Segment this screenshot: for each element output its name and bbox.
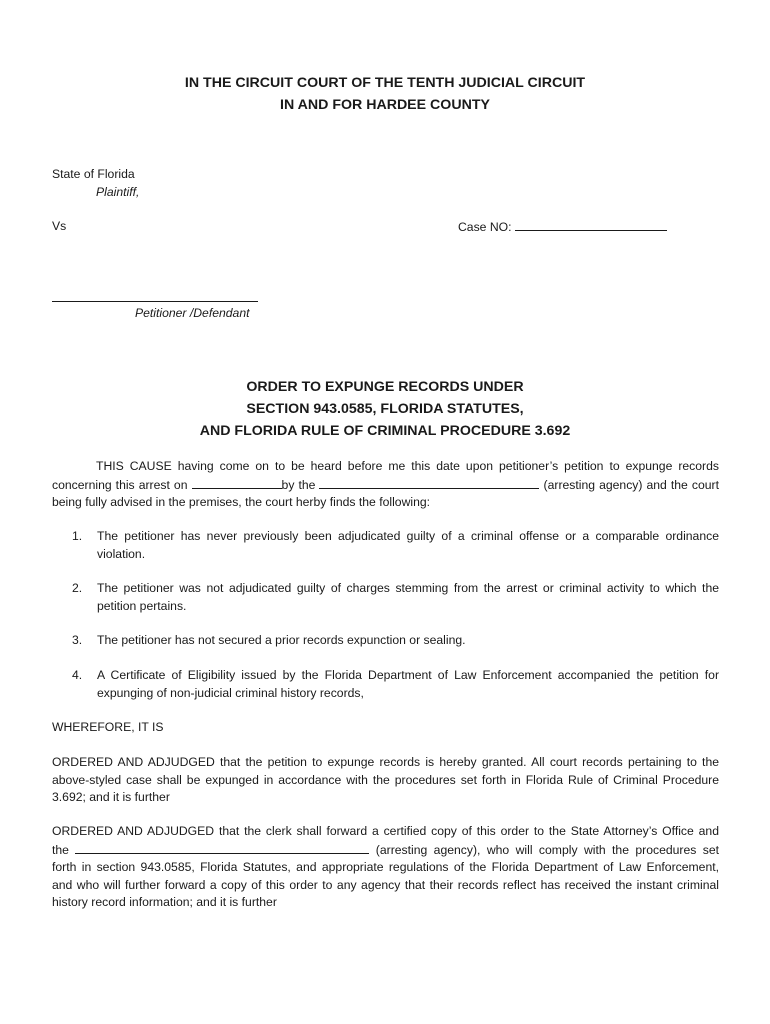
case-number xyxy=(458,218,667,237)
arresting-agency-blank-2[interactable] xyxy=(75,841,369,854)
case-number-label: Case NO: xyxy=(458,220,512,234)
intro-paragraph xyxy=(52,458,719,512)
ordered-paragraph-1 xyxy=(52,754,719,807)
ordered-paragraph-2 xyxy=(52,823,719,912)
defendant-role: Petitioner /Defendant xyxy=(135,306,250,320)
finding-text-line: The petitioner has not secured a prior records expunction or sealing. xyxy=(97,633,466,647)
order-title-line-1: ORDER TO EXPUNGE RECORDS UNDER xyxy=(246,379,524,395)
arresting-agency-blank[interactable] xyxy=(319,476,539,489)
order-title-line-2: SECTION 943.0585, FLORIDA STATUTES, xyxy=(246,401,524,417)
court-header xyxy=(0,72,770,116)
order-title xyxy=(0,376,770,442)
finding-text-line: The petitioner has never previously been adjudicated guilty of a criminal offense or a comparable ordinance xyxy=(97,529,719,543)
ordered-1-line-1: ORDERED AND ADJUDGED that the petition to expunge records is hereby granted. All court records pertaining to the xyxy=(52,755,719,769)
defendant-name-line[interactable] xyxy=(52,301,258,302)
finding-text-line: The petitioner was not adjudicated guilty of charges stemming from the arrest or criminal activity to which the xyxy=(97,581,719,595)
versus-label: Vs xyxy=(52,219,67,233)
court-header-line-1: IN THE CIRCUIT COURT OF THE TENTH JUDICIAL CIRCUIT xyxy=(184,75,586,91)
court-header-line-2: IN AND FOR HARDEE COUNTY xyxy=(280,97,490,113)
ordered-2-line-4: and who will further forward a copy of this order to any agency that their records reflect has received the instant criminal xyxy=(52,877,719,892)
intro-line-3: being fully advised in the premises, the court herby finds the following: xyxy=(52,495,431,509)
finding-text-line: petition pertains. xyxy=(97,598,187,613)
plaintiff-role: Plaintiff, xyxy=(96,185,140,199)
finding-number: 4. xyxy=(72,668,83,682)
ordered-2-line-2: the (arresting agency), who will comply with the procedures set xyxy=(52,842,720,857)
case-number-blank[interactable] xyxy=(515,218,667,231)
finding-text-line: A Certificate of Eligibility issued by the Florida Department of Law Enforcement accompanied the petition for xyxy=(97,668,719,682)
finding-text-line: expunging of non-judicial criminal history records, xyxy=(97,685,364,700)
finding-number: 3. xyxy=(72,633,83,647)
finding-number: 1. xyxy=(72,529,83,543)
wherefore-clause: WHEREFORE, IT IS xyxy=(52,720,164,734)
ordered-2-line-3: forth in section 943.0585, Florida Statutes, and appropriate regulations of the Florida Department of Law Enforcement, xyxy=(52,860,719,874)
ordered-2-line-1: ORDERED AND ADJUDGED that the clerk shall forward a certified copy of this order to the State Attorney’s Office and xyxy=(52,824,719,838)
finding-number: 2. xyxy=(72,581,83,595)
ordered-1-line-3: 3.692; and it is further xyxy=(52,790,170,804)
intro-line-1: THIS CAUSE having come on to be heard before me this date upon petitioner’s petition to expunge records xyxy=(96,459,719,473)
plaintiff-name: State of Florida xyxy=(52,167,135,181)
ordered-1-line-2: above-styled case shall be expunged in accordance with the procedures set forth in Florida Rule of Criminal Procedure xyxy=(52,772,719,787)
order-title-line-3: AND FLORIDA RULE OF CRIMINAL PROCEDURE 3.692 xyxy=(199,423,571,439)
arrest-date-blank[interactable] xyxy=(192,476,282,489)
ordered-2-line-5: history record information; and it is further xyxy=(52,895,277,909)
intro-line-2: concerning this arrest on by the (arresting agency) and the court xyxy=(52,477,719,492)
finding-text-line: violation. xyxy=(97,546,146,561)
